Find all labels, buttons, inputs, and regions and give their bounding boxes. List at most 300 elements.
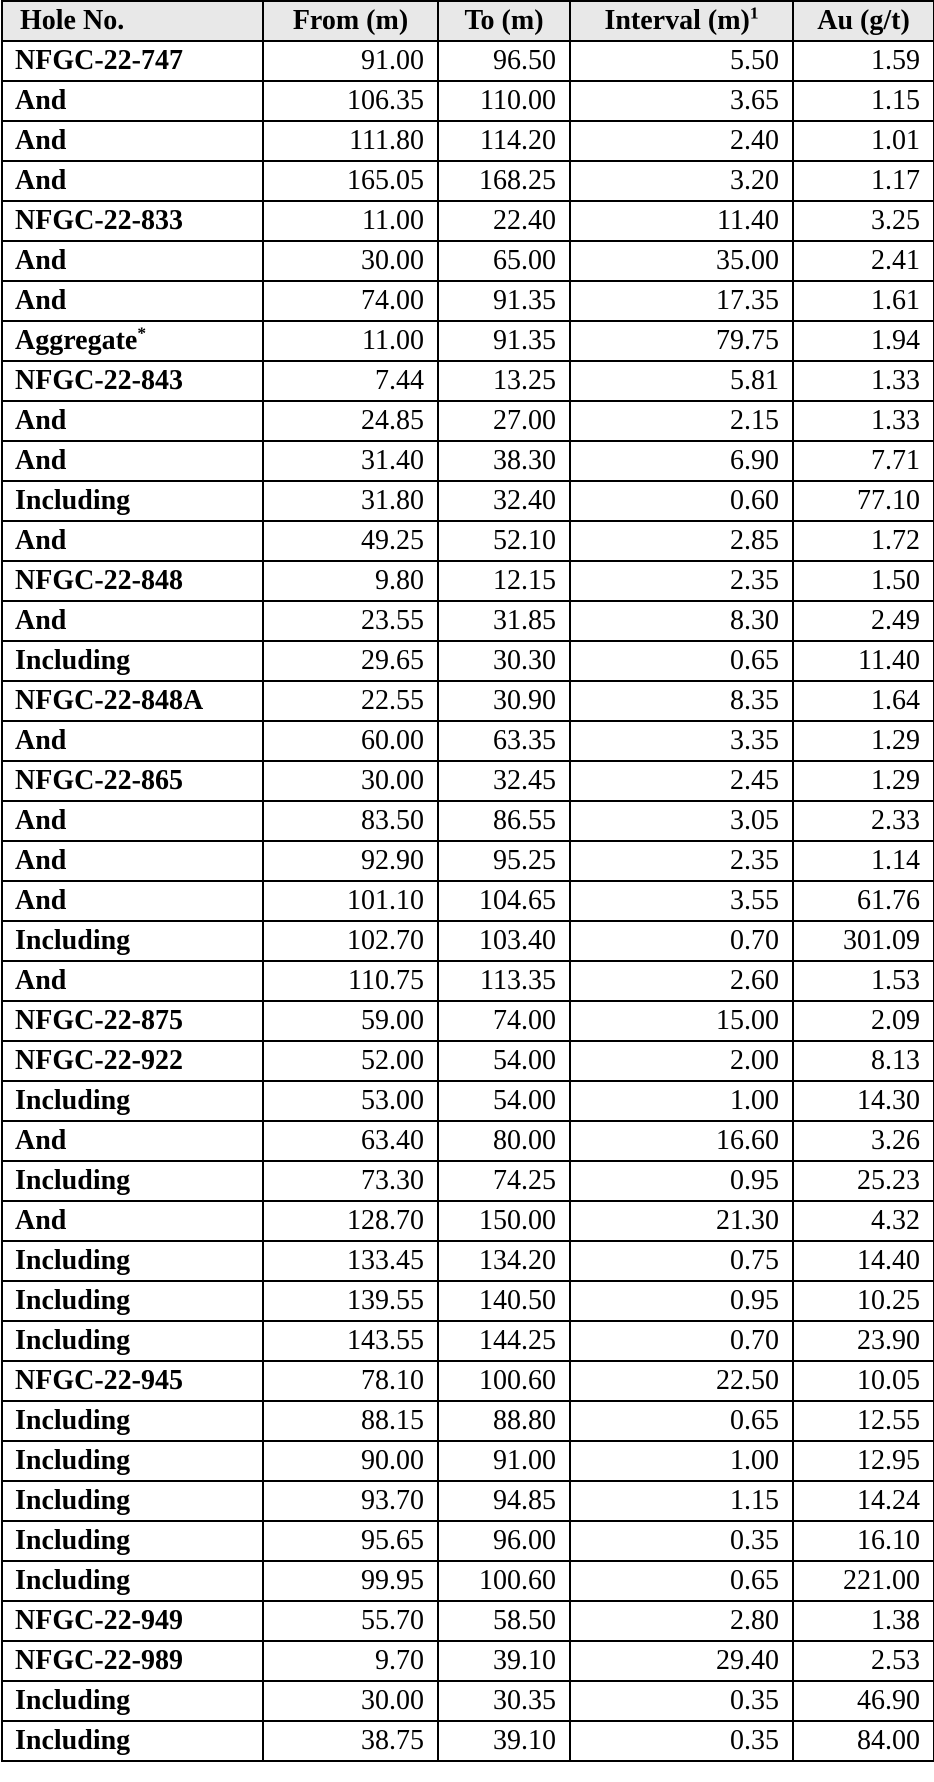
au-cell: 1.29 bbox=[793, 721, 934, 761]
to-cell: 32.40 bbox=[438, 481, 570, 521]
au-cell: 1.61 bbox=[793, 281, 934, 321]
header-au bbox=[793, 1, 934, 41]
header-interval-label: Interval (m) bbox=[604, 5, 750, 36]
from-cell: 78.10 bbox=[263, 1361, 438, 1401]
to-cell: 74.25 bbox=[438, 1161, 570, 1201]
interval-cell: 35.00 bbox=[570, 241, 793, 281]
interval-cell: 0.95 bbox=[570, 1281, 793, 1321]
hole-cell bbox=[2, 401, 263, 441]
hole-label: Including bbox=[15, 1085, 131, 1116]
au-cell: 8.13 bbox=[793, 1041, 934, 1081]
interval-cell: 6.90 bbox=[570, 441, 793, 481]
hole-label: NFGC-22-875 bbox=[15, 1005, 183, 1036]
interval-cell: 0.70 bbox=[570, 1321, 793, 1361]
hole-cell bbox=[2, 601, 263, 641]
hole-cell bbox=[2, 241, 263, 281]
from-cell: 90.00 bbox=[263, 1441, 438, 1481]
from-cell: 30.00 bbox=[263, 1681, 438, 1721]
header-from bbox=[263, 1, 438, 41]
au-cell: 1.53 bbox=[793, 961, 934, 1001]
to-cell: 74.00 bbox=[438, 1001, 570, 1041]
au-cell: 14.40 bbox=[793, 1241, 934, 1281]
table-row bbox=[2, 1601, 934, 1641]
header-from-label: From (m) bbox=[292, 5, 409, 36]
table-row bbox=[2, 1361, 934, 1401]
from-cell: 49.25 bbox=[263, 521, 438, 561]
hole-label: And bbox=[15, 85, 67, 116]
interval-cell: 2.00 bbox=[570, 1041, 793, 1081]
hole-cell bbox=[2, 1121, 263, 1161]
au-cell: 1.15 bbox=[793, 81, 934, 121]
to-cell: 58.50 bbox=[438, 1601, 570, 1641]
from-cell: 23.55 bbox=[263, 601, 438, 641]
from-cell: 110.75 bbox=[263, 961, 438, 1001]
header-au-label: Au (g/t) bbox=[817, 5, 910, 36]
au-cell: 3.26 bbox=[793, 1121, 934, 1161]
header-hole-no-label: Hole No. bbox=[20, 5, 125, 36]
interval-cell: 79.75 bbox=[570, 321, 793, 361]
hole-label: Including bbox=[15, 1245, 131, 1276]
hole-label: And bbox=[15, 805, 67, 836]
interval-cell: 1.00 bbox=[570, 1081, 793, 1121]
hole-label: Including bbox=[15, 1445, 131, 1476]
au-cell: 1.94 bbox=[793, 321, 934, 361]
hole-label: NFGC-22-945 bbox=[15, 1365, 183, 1396]
to-cell: 150.00 bbox=[438, 1201, 570, 1241]
hole-cell bbox=[2, 921, 263, 961]
interval-cell: 0.75 bbox=[570, 1241, 793, 1281]
hole-cell bbox=[2, 1601, 263, 1641]
au-cell: 12.55 bbox=[793, 1401, 934, 1441]
au-cell: 1.64 bbox=[793, 681, 934, 721]
interval-cell: 2.35 bbox=[570, 841, 793, 881]
au-cell: 1.50 bbox=[793, 561, 934, 601]
au-cell: 84.00 bbox=[793, 1721, 934, 1761]
from-cell: 9.70 bbox=[263, 1641, 438, 1681]
from-cell: 29.65 bbox=[263, 641, 438, 681]
interval-cell: 8.30 bbox=[570, 601, 793, 641]
to-cell: 65.00 bbox=[438, 241, 570, 281]
from-cell: 30.00 bbox=[263, 761, 438, 801]
table-row bbox=[2, 161, 934, 201]
table-row bbox=[2, 1081, 934, 1121]
interval-cell: 8.35 bbox=[570, 681, 793, 721]
table-row bbox=[2, 81, 934, 121]
table-row bbox=[2, 1441, 934, 1481]
header-to bbox=[438, 1, 570, 41]
interval-cell: 0.65 bbox=[570, 1561, 793, 1601]
interval-cell: 1.15 bbox=[570, 1481, 793, 1521]
from-cell: 92.90 bbox=[263, 841, 438, 881]
hole-label: Including bbox=[15, 1405, 131, 1436]
interval-cell: 0.65 bbox=[570, 641, 793, 681]
table-row bbox=[2, 401, 934, 441]
hole-label: And bbox=[15, 405, 67, 436]
hole-label: Including bbox=[15, 1685, 131, 1716]
hole-cell bbox=[2, 201, 263, 241]
au-cell: 2.33 bbox=[793, 801, 934, 841]
au-cell: 14.24 bbox=[793, 1481, 934, 1521]
hole-cell bbox=[2, 801, 263, 841]
hole-cell bbox=[2, 681, 263, 721]
hole-label: NFGC-22-922 bbox=[15, 1045, 183, 1076]
hole-cell bbox=[2, 1081, 263, 1121]
hole-cell bbox=[2, 81, 263, 121]
to-cell: 63.35 bbox=[438, 721, 570, 761]
from-cell: 99.95 bbox=[263, 1561, 438, 1601]
drill-results-table bbox=[1, 0, 934, 1762]
header-interval bbox=[570, 1, 793, 41]
from-cell: 11.00 bbox=[263, 201, 438, 241]
to-cell: 91.35 bbox=[438, 281, 570, 321]
from-cell: 83.50 bbox=[263, 801, 438, 841]
to-cell: 144.25 bbox=[438, 1321, 570, 1361]
from-cell: 165.05 bbox=[263, 161, 438, 201]
au-cell: 1.29 bbox=[793, 761, 934, 801]
table-row bbox=[2, 361, 934, 401]
hole-cell bbox=[2, 1401, 263, 1441]
table-row bbox=[2, 641, 934, 681]
table-row bbox=[2, 881, 934, 921]
to-cell: 140.50 bbox=[438, 1281, 570, 1321]
to-cell: 88.80 bbox=[438, 1401, 570, 1441]
header-row bbox=[2, 1, 934, 41]
interval-cell: 2.60 bbox=[570, 961, 793, 1001]
interval-cell: 2.45 bbox=[570, 761, 793, 801]
hole-label: And bbox=[15, 445, 67, 476]
interval-cell: 5.50 bbox=[570, 41, 793, 81]
to-cell: 86.55 bbox=[438, 801, 570, 841]
hole-label: And bbox=[15, 245, 67, 276]
table-row bbox=[2, 1121, 934, 1161]
au-cell: 301.09 bbox=[793, 921, 934, 961]
hole-label: Including bbox=[15, 645, 131, 676]
to-cell: 91.00 bbox=[438, 1441, 570, 1481]
hole-label: NFGC-22-848 bbox=[15, 565, 183, 596]
interval-cell: 5.81 bbox=[570, 361, 793, 401]
hole-cell bbox=[2, 1521, 263, 1561]
to-cell: 30.90 bbox=[438, 681, 570, 721]
hole-label: Aggregate bbox=[15, 325, 138, 356]
hole-cell bbox=[2, 561, 263, 601]
to-cell: 100.60 bbox=[438, 1561, 570, 1601]
au-cell: 2.49 bbox=[793, 601, 934, 641]
hole-cell bbox=[2, 521, 263, 561]
hole-cell bbox=[2, 641, 263, 681]
table-row bbox=[2, 921, 934, 961]
hole-label: Including bbox=[15, 1525, 131, 1556]
au-cell: 16.10 bbox=[793, 1521, 934, 1561]
from-cell: 88.15 bbox=[263, 1401, 438, 1441]
from-cell: 95.65 bbox=[263, 1521, 438, 1561]
hole-cell bbox=[2, 1481, 263, 1521]
table-row bbox=[2, 1401, 934, 1441]
to-cell: 54.00 bbox=[438, 1041, 570, 1081]
to-cell: 104.65 bbox=[438, 881, 570, 921]
hole-cell bbox=[2, 1201, 263, 1241]
table-row bbox=[2, 201, 934, 241]
au-cell: 10.25 bbox=[793, 1281, 934, 1321]
table-row bbox=[2, 561, 934, 601]
table-body bbox=[2, 41, 934, 1761]
from-cell: 143.55 bbox=[263, 1321, 438, 1361]
hole-label: And bbox=[15, 605, 67, 636]
hole-label: And bbox=[15, 885, 67, 916]
from-cell: 128.70 bbox=[263, 1201, 438, 1241]
from-cell: 60.00 bbox=[263, 721, 438, 761]
from-cell: 91.00 bbox=[263, 41, 438, 81]
au-cell: 46.90 bbox=[793, 1681, 934, 1721]
table-row bbox=[2, 1001, 934, 1041]
interval-cell: 29.40 bbox=[570, 1641, 793, 1681]
hole-label: And bbox=[15, 725, 67, 756]
au-cell: 61.76 bbox=[793, 881, 934, 921]
to-cell: 96.00 bbox=[438, 1521, 570, 1561]
au-cell: 12.95 bbox=[793, 1441, 934, 1481]
hole-label: Including bbox=[15, 925, 131, 956]
hole-label: NFGC-22-949 bbox=[15, 1605, 183, 1636]
table-row bbox=[2, 601, 934, 641]
hole-cell bbox=[2, 1441, 263, 1481]
hole-label: Including bbox=[15, 1565, 131, 1596]
hole-cell bbox=[2, 161, 263, 201]
from-cell: 52.00 bbox=[263, 1041, 438, 1081]
table-row bbox=[2, 1721, 934, 1761]
hole-label: And bbox=[15, 125, 67, 156]
hole-label: NFGC-22-848A bbox=[15, 685, 204, 716]
table-row bbox=[2, 961, 934, 1001]
hole-footnote-marker: * bbox=[137, 323, 147, 343]
interval-cell: 2.15 bbox=[570, 401, 793, 441]
interval-cell: 17.35 bbox=[570, 281, 793, 321]
to-cell: 134.20 bbox=[438, 1241, 570, 1281]
to-cell: 31.85 bbox=[438, 601, 570, 641]
hole-cell bbox=[2, 761, 263, 801]
hole-cell bbox=[2, 1241, 263, 1281]
au-cell: 1.33 bbox=[793, 401, 934, 441]
hole-cell bbox=[2, 1281, 263, 1321]
hole-cell bbox=[2, 1001, 263, 1041]
from-cell: 55.70 bbox=[263, 1601, 438, 1641]
hole-label: And bbox=[15, 845, 67, 876]
from-cell: 74.00 bbox=[263, 281, 438, 321]
from-cell: 139.55 bbox=[263, 1281, 438, 1321]
au-cell: 2.41 bbox=[793, 241, 934, 281]
from-cell: 59.00 bbox=[263, 1001, 438, 1041]
hole-label: Including bbox=[15, 1725, 131, 1756]
table-row bbox=[2, 41, 934, 81]
hole-label: And bbox=[15, 1205, 67, 1236]
au-cell: 7.71 bbox=[793, 441, 934, 481]
interval-cell: 21.30 bbox=[570, 1201, 793, 1241]
table-row bbox=[2, 521, 934, 561]
hole-cell bbox=[2, 1641, 263, 1681]
interval-cell: 0.35 bbox=[570, 1721, 793, 1761]
table-row bbox=[2, 321, 934, 361]
to-cell: 113.35 bbox=[438, 961, 570, 1001]
hole-cell bbox=[2, 1361, 263, 1401]
hole-label: Including bbox=[15, 1485, 131, 1516]
table-row bbox=[2, 1641, 934, 1681]
interval-cell: 3.65 bbox=[570, 81, 793, 121]
hole-label: And bbox=[15, 165, 67, 196]
hole-cell bbox=[2, 121, 263, 161]
au-cell: 25.23 bbox=[793, 1161, 934, 1201]
to-cell: 27.00 bbox=[438, 401, 570, 441]
hole-label: Including bbox=[15, 1285, 131, 1316]
table-row bbox=[2, 681, 934, 721]
to-cell: 13.25 bbox=[438, 361, 570, 401]
from-cell: 111.80 bbox=[263, 121, 438, 161]
from-cell: 30.00 bbox=[263, 241, 438, 281]
from-cell: 24.85 bbox=[263, 401, 438, 441]
hole-label: And bbox=[15, 965, 67, 996]
to-cell: 100.60 bbox=[438, 1361, 570, 1401]
hole-cell bbox=[2, 41, 263, 81]
header-hole-no bbox=[2, 1, 263, 41]
from-cell: 53.00 bbox=[263, 1081, 438, 1121]
interval-cell: 2.35 bbox=[570, 561, 793, 601]
table-row bbox=[2, 1281, 934, 1321]
interval-cell: 16.60 bbox=[570, 1121, 793, 1161]
au-cell: 1.72 bbox=[793, 521, 934, 561]
table-row bbox=[2, 1321, 934, 1361]
interval-cell: 2.40 bbox=[570, 121, 793, 161]
au-cell: 1.14 bbox=[793, 841, 934, 881]
interval-cell: 3.35 bbox=[570, 721, 793, 761]
to-cell: 30.30 bbox=[438, 641, 570, 681]
au-cell: 10.05 bbox=[793, 1361, 934, 1401]
interval-cell: 0.35 bbox=[570, 1681, 793, 1721]
hole-cell bbox=[2, 481, 263, 521]
au-cell: 4.32 bbox=[793, 1201, 934, 1241]
hole-label: And bbox=[15, 525, 67, 556]
hole-label: NFGC-22-747 bbox=[15, 45, 183, 76]
hole-label: Including bbox=[15, 1165, 131, 1196]
from-cell: 38.75 bbox=[263, 1721, 438, 1761]
au-cell: 1.59 bbox=[793, 41, 934, 81]
interval-cell: 3.05 bbox=[570, 801, 793, 841]
table-row bbox=[2, 121, 934, 161]
to-cell: 12.15 bbox=[438, 561, 570, 601]
from-cell: 31.40 bbox=[263, 441, 438, 481]
hole-cell bbox=[2, 1041, 263, 1081]
table-row bbox=[2, 441, 934, 481]
to-cell: 32.45 bbox=[438, 761, 570, 801]
table-row bbox=[2, 1561, 934, 1601]
table-row bbox=[2, 721, 934, 761]
from-cell: 93.70 bbox=[263, 1481, 438, 1521]
table-row bbox=[2, 1481, 934, 1521]
from-cell: 63.40 bbox=[263, 1121, 438, 1161]
from-cell: 106.35 bbox=[263, 81, 438, 121]
header-interval-footnote-marker: 1 bbox=[749, 3, 759, 23]
to-cell: 54.00 bbox=[438, 1081, 570, 1121]
to-cell: 94.85 bbox=[438, 1481, 570, 1521]
table-row bbox=[2, 1201, 934, 1241]
from-cell: 102.70 bbox=[263, 921, 438, 961]
hole-cell bbox=[2, 721, 263, 761]
hole-cell bbox=[2, 321, 263, 361]
au-cell: 2.53 bbox=[793, 1641, 934, 1681]
table-row bbox=[2, 481, 934, 521]
from-cell: 31.80 bbox=[263, 481, 438, 521]
au-cell: 2.09 bbox=[793, 1001, 934, 1041]
table-row bbox=[2, 801, 934, 841]
hole-cell bbox=[2, 881, 263, 921]
table-row bbox=[2, 1681, 934, 1721]
to-cell: 114.20 bbox=[438, 121, 570, 161]
from-cell: 9.80 bbox=[263, 561, 438, 601]
au-cell: 14.30 bbox=[793, 1081, 934, 1121]
to-cell: 22.40 bbox=[438, 201, 570, 241]
to-cell: 110.00 bbox=[438, 81, 570, 121]
table-row bbox=[2, 1161, 934, 1201]
hole-label: Including bbox=[15, 485, 131, 516]
au-cell: 1.17 bbox=[793, 161, 934, 201]
interval-cell: 3.55 bbox=[570, 881, 793, 921]
au-cell: 11.40 bbox=[793, 641, 934, 681]
to-cell: 168.25 bbox=[438, 161, 570, 201]
to-cell: 80.00 bbox=[438, 1121, 570, 1161]
hole-cell bbox=[2, 1321, 263, 1361]
hole-label: NFGC-22-833 bbox=[15, 205, 183, 236]
header-to-label: To (m) bbox=[464, 5, 544, 36]
interval-cell: 2.80 bbox=[570, 1601, 793, 1641]
from-cell: 22.55 bbox=[263, 681, 438, 721]
to-cell: 91.35 bbox=[438, 321, 570, 361]
from-cell: 133.45 bbox=[263, 1241, 438, 1281]
hole-cell bbox=[2, 1681, 263, 1721]
hole-label: NFGC-22-865 bbox=[15, 765, 183, 796]
table-row bbox=[2, 1241, 934, 1281]
table-row bbox=[2, 281, 934, 321]
table-row bbox=[2, 841, 934, 881]
hole-cell bbox=[2, 961, 263, 1001]
hole-cell bbox=[2, 841, 263, 881]
hole-cell bbox=[2, 441, 263, 481]
interval-cell: 2.85 bbox=[570, 521, 793, 561]
interval-cell: 0.60 bbox=[570, 481, 793, 521]
au-cell: 77.10 bbox=[793, 481, 934, 521]
hole-label: And bbox=[15, 285, 67, 316]
interval-cell: 11.40 bbox=[570, 201, 793, 241]
hole-label: Including bbox=[15, 1325, 131, 1356]
hole-cell bbox=[2, 1561, 263, 1601]
au-cell: 221.00 bbox=[793, 1561, 934, 1601]
interval-cell: 3.20 bbox=[570, 161, 793, 201]
from-cell: 101.10 bbox=[263, 881, 438, 921]
table-row bbox=[2, 1521, 934, 1561]
table-header bbox=[2, 1, 934, 41]
table-row bbox=[2, 1041, 934, 1081]
hole-cell bbox=[2, 361, 263, 401]
from-cell: 73.30 bbox=[263, 1161, 438, 1201]
interval-cell: 15.00 bbox=[570, 1001, 793, 1041]
to-cell: 96.50 bbox=[438, 41, 570, 81]
hole-label: NFGC-22-989 bbox=[15, 1645, 183, 1676]
to-cell: 38.30 bbox=[438, 441, 570, 481]
interval-cell: 22.50 bbox=[570, 1361, 793, 1401]
interval-cell: 0.65 bbox=[570, 1401, 793, 1441]
hole-label: And bbox=[15, 1125, 67, 1156]
to-cell: 39.10 bbox=[438, 1641, 570, 1681]
au-cell: 1.01 bbox=[793, 121, 934, 161]
from-cell: 7.44 bbox=[263, 361, 438, 401]
to-cell: 30.35 bbox=[438, 1681, 570, 1721]
to-cell: 52.10 bbox=[438, 521, 570, 561]
interval-cell: 1.00 bbox=[570, 1441, 793, 1481]
